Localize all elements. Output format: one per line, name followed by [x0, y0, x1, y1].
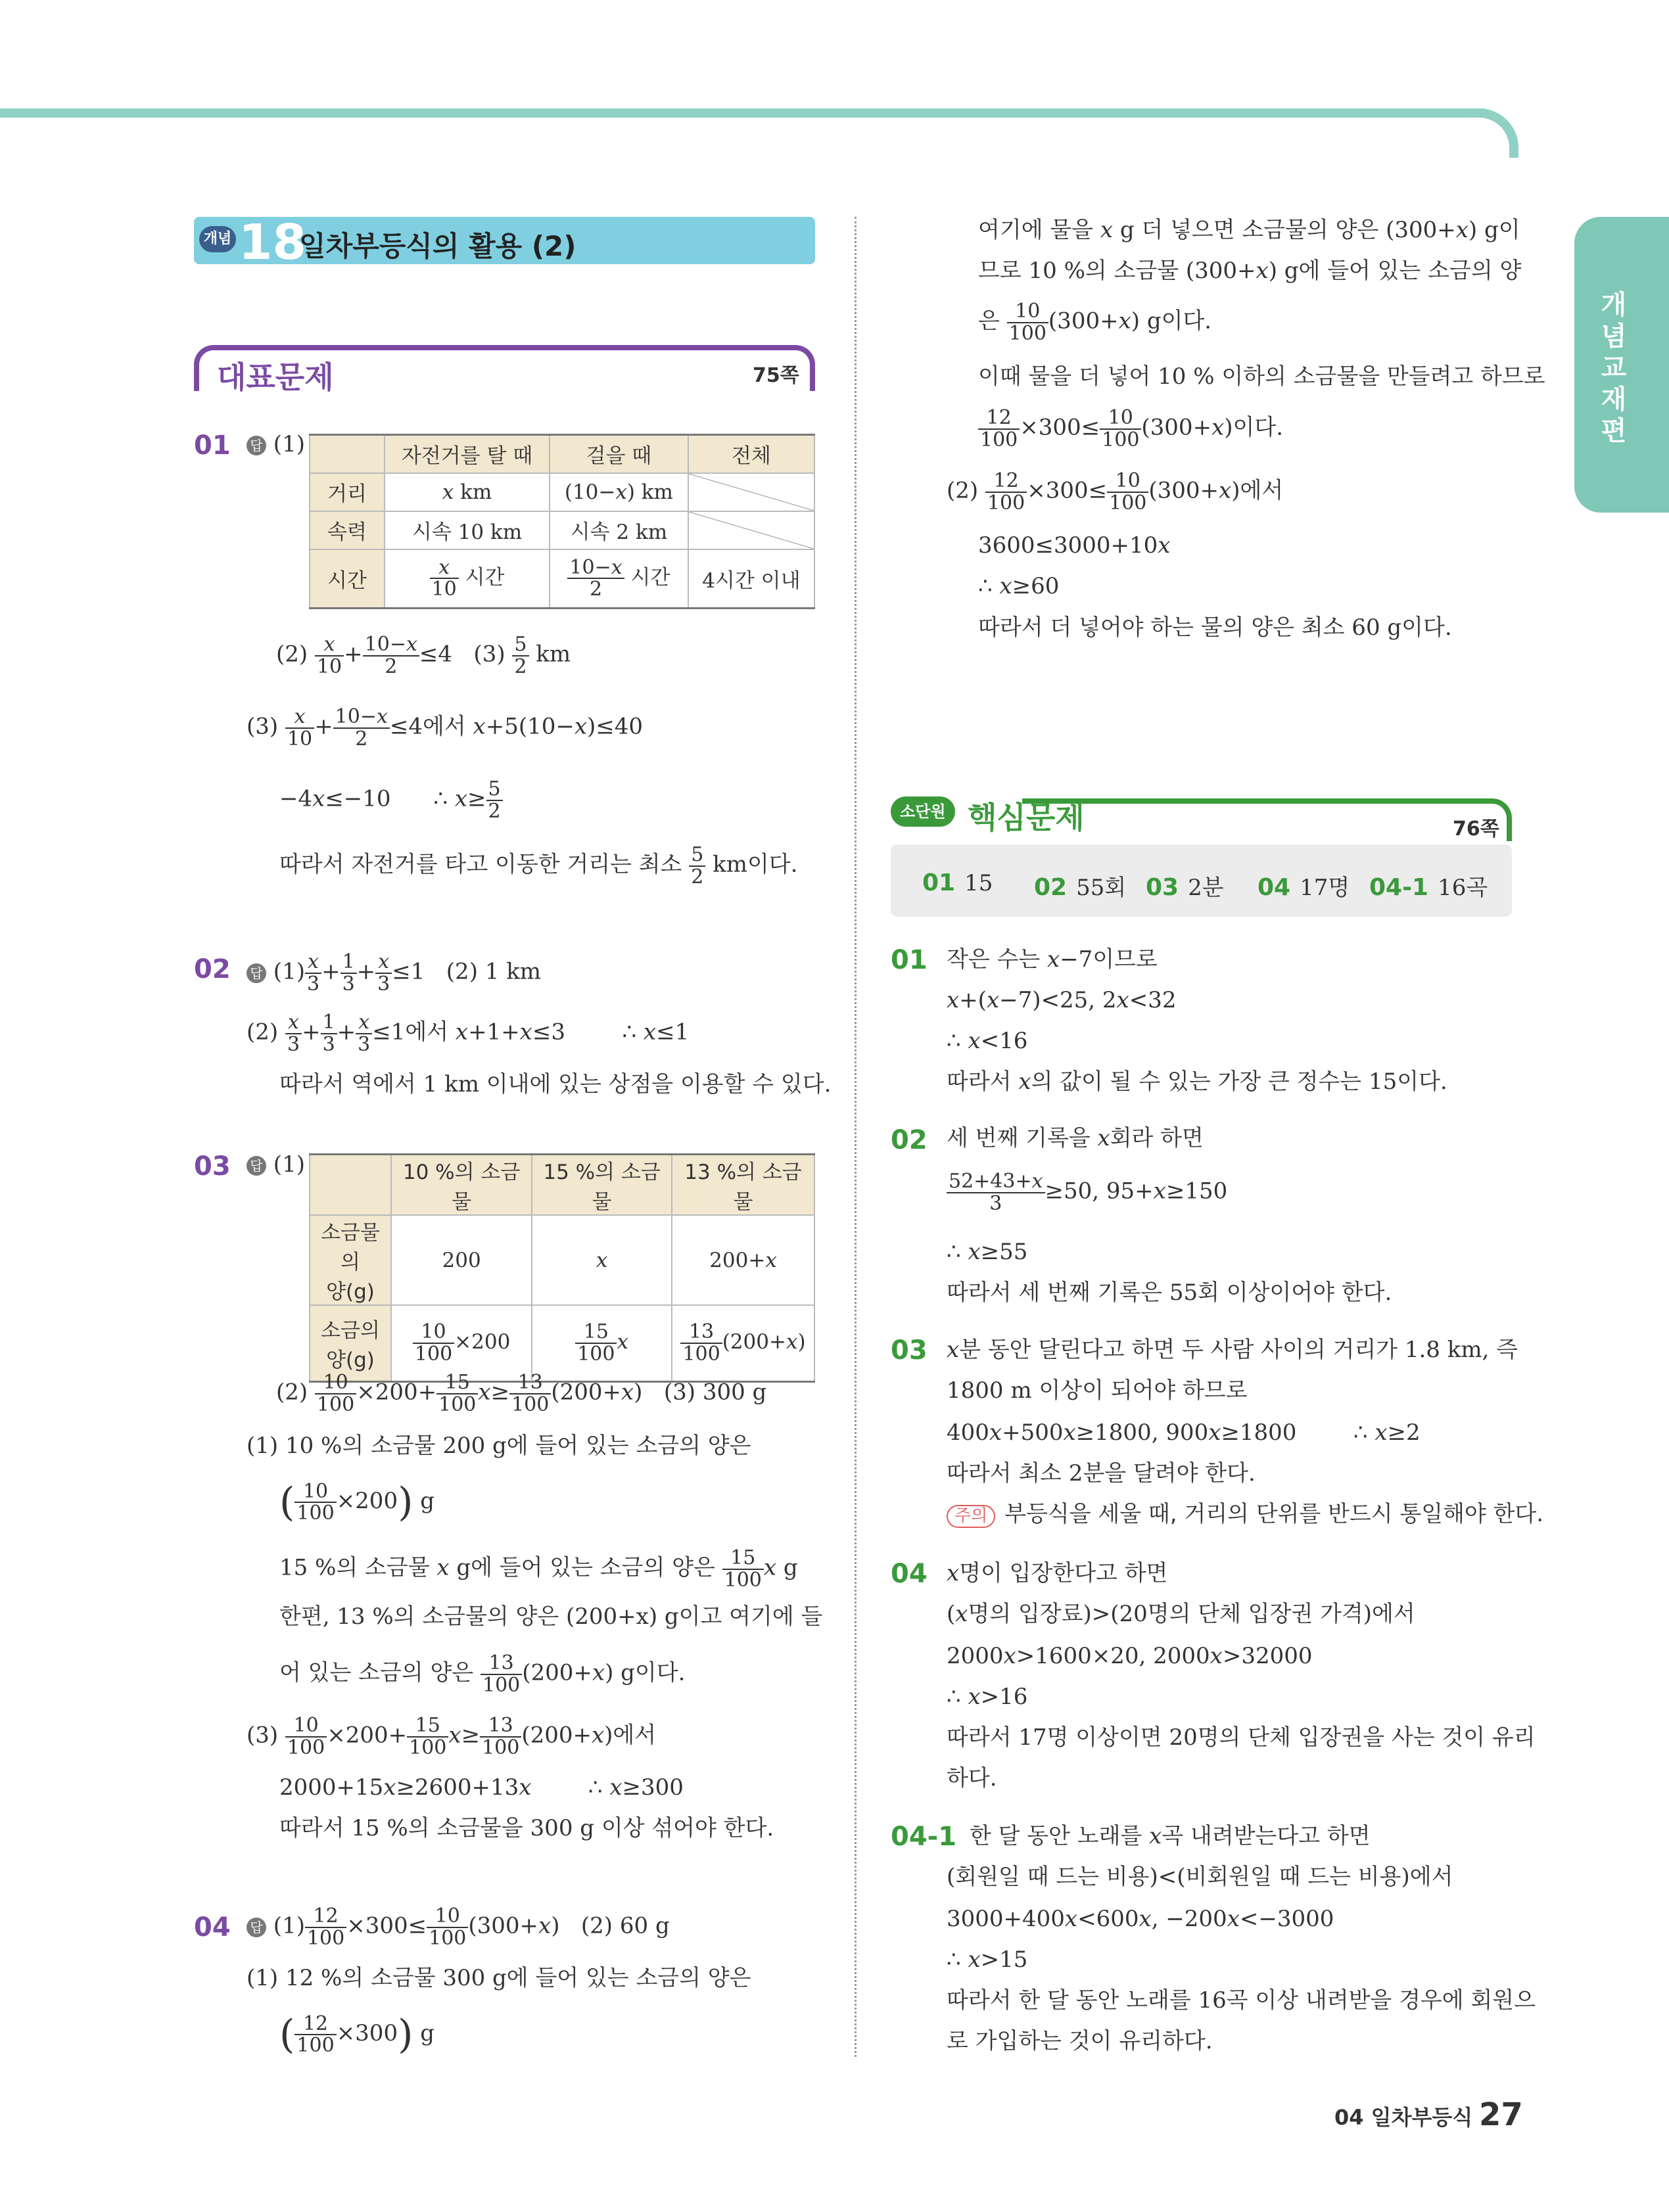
- c04-l5: 따라서 17명 이상이면 20명의 단체 입장권을 사는 것이 유리: [947, 1724, 1536, 1751]
- c02-number: 02: [891, 1125, 928, 1155]
- section2-bracket: [1022, 798, 1512, 841]
- dap-icon: 답: [247, 436, 266, 455]
- answer-item: 02 55회: [1034, 874, 1127, 901]
- concept-number: 18: [239, 214, 306, 271]
- q04-r8: ∴ x≥60: [978, 573, 1060, 599]
- side-tab-label: 개념교재편: [1601, 290, 1627, 446]
- q03-table: 10 %의 소금물 15 %의 소금물 13 %의 소금물 소금물의 양(g) 200 x 200+x 소금의 양(g) $\frac{10}{100}$ ×200 $\frac{15}{100}$ x $\frac{13}{100}$ (200+x): [309, 1153, 815, 1383]
- dap-icon: 답: [247, 963, 266, 983]
- q03-step8: 따라서 15 %의 소금물을 300 g 이상 섞어야 한다.: [279, 1815, 774, 1841]
- c01-number: 01: [891, 945, 928, 975]
- q03-step3: 15 %의 소금물 x g에 들어 있는 소금의 양은 $\frac{15}{100}$ x g: [279, 1546, 798, 1592]
- section2-title: 핵심문제: [968, 800, 1085, 835]
- c04-l2: (x명의 입장료)>(20명의 단체 입장권 가격)에서: [947, 1601, 1415, 1627]
- q04-answer: 답 (1) $\frac{12}{100}$ ×300≤ $\frac{10}{100}$ (300+x) (2) 60 g: [247, 1906, 670, 1948]
- c01-l4: 따라서 x의 값이 될 수 있는 가장 큰 정수는 15이다.: [947, 1069, 1447, 1095]
- c03-l4: 따라서 최소 2분을 달려야 한다.: [947, 1460, 1256, 1486]
- q02-step2: 따라서 역에서 1 km 이내에 있는 상점을 이용할 수 있다.: [279, 1071, 832, 1097]
- q02-step1: (2) $\frac{x}{3}$ + $\frac{1}{3}$ + $\frac{x}{3}$ ≤1에서 x+1+x≤3 ∴ x≤1: [247, 1011, 690, 1056]
- q03-step6: (3) $\frac{10}{100}$ ×200+ $\frac{15}{100}$ x≥ $\frac{13}{100}$ (200+x)에서: [247, 1714, 657, 1759]
- c02-l3: ∴ x≥55: [947, 1239, 1028, 1265]
- dap-icon: 답: [247, 1918, 266, 1937]
- section2-badge: 소단원: [891, 796, 955, 827]
- dap-icon: 답: [247, 1156, 266, 1176]
- top-decor-curve: [1459, 108, 1518, 158]
- answer-item: 01 15: [922, 869, 993, 896]
- q03-ans: (2) $\frac{10}{100}$ ×200+ $\frac{15}{100}$ x≥ $\frac{13}{100}$ (200+x) (3) 300 g: [276, 1371, 767, 1416]
- c01-l3: ∴ x<16: [947, 1028, 1028, 1054]
- q04-r7: 3600≤3000+10x: [978, 532, 1171, 559]
- c03-number: 03: [891, 1335, 928, 1366]
- q01-step3: 따라서 자전거를 타고 이동한 거리는 최소 $\frac{5}{2}$ km이다.: [279, 843, 798, 888]
- side-tab[interactable]: [1574, 217, 1669, 513]
- q01-ans23: (2) $\frac{x}{10}$ + $\frac{10-x}{2}$ ≤4 (3) $\frac{5}{2}$ km: [276, 633, 571, 678]
- q04-r5: $\frac{12}{100}$ ×300≤ $\frac{10}{100}$ (300+x)이다.: [978, 407, 1283, 450]
- c04-l1: x명이 입장한다고 하면: [947, 1560, 1168, 1586]
- c04-l3: 2000x>1600×20, 2000x>32000: [947, 1643, 1313, 1669]
- q04-step2: ( $\frac{12}{100}$ ×300) g: [279, 2012, 435, 2058]
- q04-r6: (2) $\frac{12}{100}$ ×300≤ $\frac{10}{100}$ (300+x)에서: [947, 469, 1284, 515]
- q01-step2: −4x≤−10 ∴ x≥ $\frac{5}{2}$: [279, 779, 503, 821]
- column-divider: [855, 217, 857, 2057]
- c02-l2: $\frac{52+43+x}{3}$ ≥50, 95+x≥150: [947, 1171, 1227, 1214]
- q01-answer-mark: 답 (1): [247, 431, 305, 458]
- c03-l2: 1800 m 이상이 되어야 하므로: [947, 1377, 1248, 1404]
- q02-number: 02: [194, 954, 231, 984]
- q01-table: 자전거를 탈 때 걸을 때 전체 거리 x km (10−x) km 속력 시속 10 km 시속 2 km 시간 $\frac{x}{10}$ 시간 $\frac{10-x}{2}$ 시간 4시간 이내: [309, 434, 815, 609]
- q03-answer-mark: 답 (1): [247, 1151, 305, 1178]
- q03-step1: (1) 10 %의 소금물 200 g에 들어 있는 소금의 양은: [247, 1433, 751, 1459]
- c04-l4: ∴ x>16: [947, 1684, 1028, 1710]
- footer-page-number: 27: [1479, 2096, 1523, 2133]
- q03-step2: ( $\frac{10}{100}$ ×200) g: [279, 1479, 435, 1525]
- c04-number: 04: [891, 1559, 928, 1589]
- c041-l3: 3000+400x<600x, −200x<−3000: [947, 1906, 1334, 1932]
- q04-r2: 므로 10 %의 소금물 (300+x) g에 들어 있는 소금의 양: [978, 258, 1522, 284]
- c041-l2: (회원일 때 드는 비용)<(비회원일 때 드는 비용)에서: [947, 1864, 1453, 1890]
- c03-l3: 400x+500x≥1800, 900x≥1800 ∴ x≥2: [947, 1419, 1421, 1446]
- c041-l5: 따라서 한 달 동안 노래를 16곡 이상 내려받을 경우에 회원으: [947, 1987, 1536, 2014]
- c03-l1: x분 동안 달린다고 하면 두 사람 사이의 거리가 1.8 km, 즉: [947, 1337, 1518, 1363]
- c04-l6: 하다.: [947, 1765, 997, 1791]
- q01-number: 01: [194, 430, 231, 461]
- q03-step4: 한편, 13 %의 소금물의 양은 (200+x) g이고 여기에 들: [279, 1603, 823, 1630]
- q04-r1: 여기에 물을 x g 더 넣으면 소금물의 양은 (300+x) g이: [978, 217, 1520, 243]
- q03-step5: 어 있는 소금의 양은 $\frac{13}{100}$ (200+x) g이다.: [279, 1651, 686, 1697]
- footer-chapter: 04 일차부등식: [1334, 2105, 1473, 2130]
- q02-answer: 답 (1) $\frac{x}{3}$ + $\frac{1}{3}$ + $\frac{x}{3}$ ≤1 (2) 1 km: [247, 952, 541, 994]
- section1-title: 대표문제: [217, 359, 334, 395]
- top-decor-bar: [0, 108, 1492, 118]
- c03-note: [947, 1501, 1543, 1528]
- concept-title: 일차부등식의 활용 (2): [299, 230, 576, 262]
- q04-step1: (1) 12 %의 소금물 300 g에 들어 있는 소금의 양은: [247, 1965, 751, 1991]
- c041-l1: 한 달 동안 노래를 x곡 내려받는다고 하면: [970, 1823, 1371, 1849]
- section1-page: 75쪽: [753, 364, 799, 387]
- q03-step7: 2000+15x≥2600+13x ∴ x≥300: [279, 1774, 684, 1801]
- q04-r3: 은 $\frac{10}{100}$ (300+x) g이다.: [978, 300, 1212, 345]
- q04-number: 04: [194, 1912, 231, 1943]
- concept-header: [194, 214, 815, 271]
- answer-summary-bar: [891, 844, 1512, 917]
- c03-l5: 부등식을 세울 때, 거리의 단위를 반드시 통일해야 한다.: [1004, 1501, 1544, 1527]
- c041-l6: 로 가입하는 것이 유리하다.: [947, 2028, 1213, 2054]
- caution-badge: 주의: [947, 1505, 995, 1528]
- section2-page: 76쪽: [1453, 818, 1499, 841]
- c01-l1: 작은 수는 x−7이므로: [947, 946, 1158, 973]
- c02-l4: 따라서 세 번째 기록은 55회 이상이어야 한다.: [947, 1279, 1392, 1306]
- answer-item: 03 2분: [1146, 874, 1224, 901]
- c02-l1: 세 번째 기록을 x회라 하면: [947, 1125, 1204, 1151]
- c041-number: 04-1: [891, 1822, 957, 1852]
- c041-l4: ∴ x>15: [947, 1947, 1028, 1973]
- answer-item: 04-1 16곡: [1369, 874, 1488, 901]
- q03-number: 03: [194, 1151, 231, 1182]
- concept-tag: 개념: [199, 226, 236, 252]
- c01-l2: x+(x−7)<25, 2x<32: [947, 987, 1177, 1013]
- q04-r9: 따라서 더 넣어야 하는 물의 양은 최소 60 g이다.: [978, 614, 1452, 641]
- q04-r4: 이때 물을 더 넣어 10 % 이하의 소금물을 만들려고 하므로: [978, 363, 1545, 390]
- answer-item: 04 17명: [1258, 874, 1350, 901]
- q01-step1: (3) $\frac{x}{10}$ + $\frac{10-x}{2}$ ≤4에서 x+5(10−x)≤40: [247, 705, 644, 750]
